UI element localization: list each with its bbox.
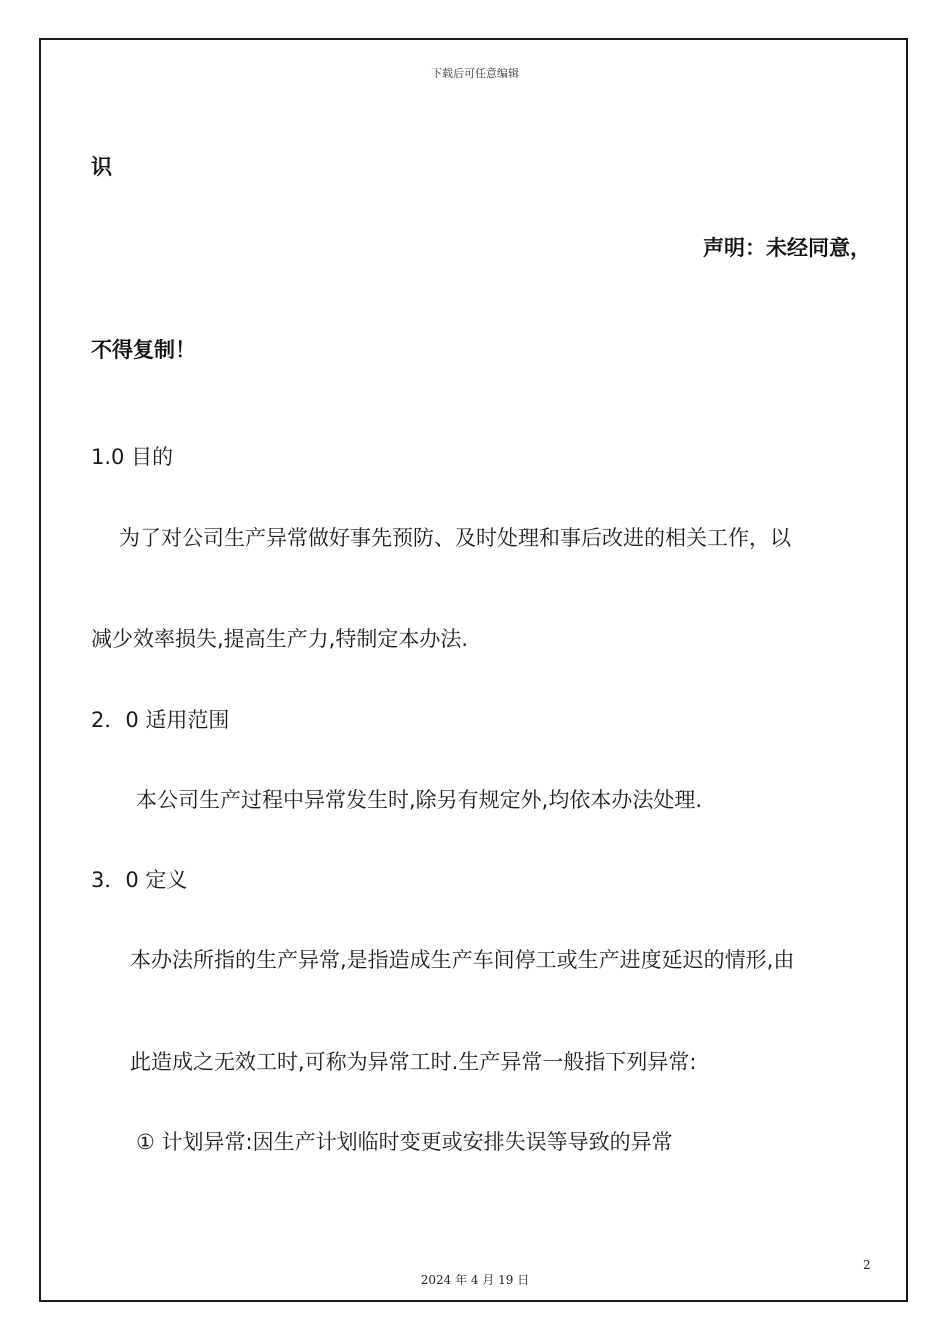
section-2-heading: 2．0 适用范围 — [91, 708, 230, 732]
section-2-paragraph: 本公司生产过程中异常发生时,除另有规定外,均依本办法处理. — [136, 788, 703, 812]
section-3-list-item-1: ① 计划异常:因生产计划临时变更或安排失误等导致的异常 — [136, 1130, 673, 1154]
declaration-line-1: 声明：未经同意， — [703, 236, 871, 260]
text-fragment-top: 识 — [91, 155, 112, 179]
section-1-heading: 1.0 目的 — [91, 445, 174, 469]
section-1-paragraph-line-1: 为了对公司生产异常做好事先预防、及时处理和事后改进的相关工作，以 — [119, 526, 791, 550]
section-3-paragraph-line-1: 本办法所指的生产异常,是指造成生产车间停工或生产进度延迟的情形,由 — [130, 948, 795, 972]
section-1-paragraph-line-2: 减少效率损失,提高生产力,特制定本办法. — [91, 627, 469, 651]
section-3-paragraph-line-2: 此造成之无效工时,可称为异常工时.生产异常一般指下列异常: — [130, 1050, 697, 1074]
page-number: 2 — [863, 1258, 871, 1272]
page-border — [39, 38, 908, 1302]
footer-date: 2024 年 4 月 19 日 — [420, 1273, 530, 1287]
section-3-heading: 3．0 定义 — [91, 868, 188, 892]
declaration-line-2: 不得复制！ — [91, 338, 196, 362]
header-note: 下载后可任意编辑 — [431, 67, 519, 80]
